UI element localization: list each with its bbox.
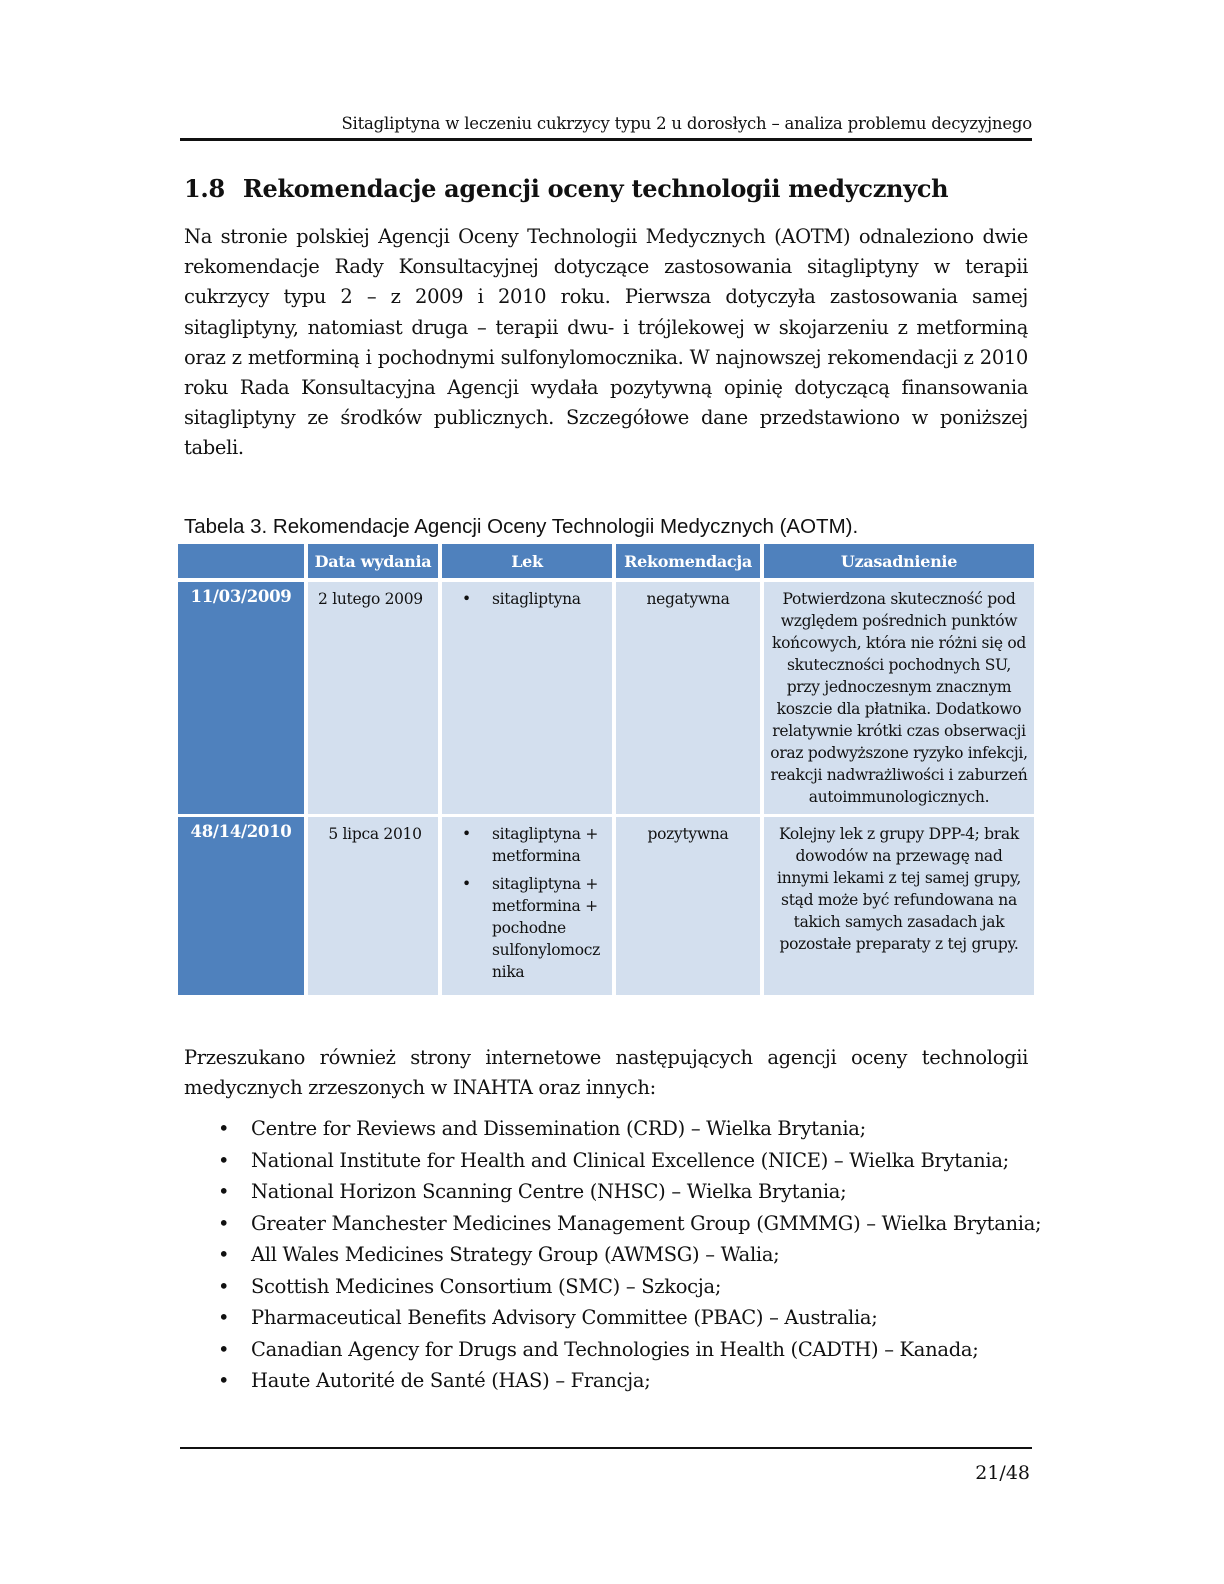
bullet-icon: • — [218, 1369, 230, 1392]
drug-list — [448, 588, 606, 610]
list-item — [218, 1239, 1038, 1271]
footer-rule — [180, 1447, 1032, 1449]
drug-name: sitagliptyna — [492, 590, 581, 608]
column-header-drug: Lek — [442, 544, 616, 582]
agency-name: National Horizon Scanning Centre (NHSC) – Wielka Brytania; — [251, 1180, 847, 1203]
agencies-intro-paragraph: Przeszukano również strony internetowe następujących agencji oceny technologii medycznych zrzeszonych w INAHTA oraz innych: — [184, 1046, 1028, 1099]
bullet-icon: • — [218, 1243, 230, 1266]
row-justification: Potwierdzona skuteczność pod względem pośrednich punktów końcowych, która nie różni się od skuteczności pochodnych SU, przy jednoczesnym znacznym koszcie dla płatnika. Dodatkowo relatywnie krótki czas obserwacji oraz podwyższone ryzyko infekcji, reakcji nadwrażliwości i zaburzeń autoimmunologicznych. — [764, 582, 1034, 817]
section-heading — [184, 174, 1034, 203]
bullet-icon: • — [218, 1211, 230, 1235]
list-item — [218, 1145, 1038, 1177]
row-drugs — [442, 582, 616, 817]
list-item — [218, 1334, 1038, 1366]
list-item — [218, 1302, 1038, 1334]
row-id: 48/14/2010 — [178, 817, 308, 998]
table-caption: Tabela 3. Rekomendacje Agencji Oceny Technologii Medycznych (AOTM). — [184, 515, 859, 538]
section-number: 1.8 — [184, 174, 225, 203]
bullet-icon: • — [218, 1148, 230, 1172]
row-recommendation: negatywna — [616, 582, 764, 817]
bullet-icon: • — [218, 1306, 230, 1329]
row-justification: Kolejny lek z grupy DPP-4; brak dowodów na przewagę nad innymi lekami z tej samej grupy, stąd może być refundowana na takich samych zasadach jak pozostałe preparaty z tej grupy. — [764, 817, 1034, 998]
list-item — [462, 588, 606, 610]
running-header: Sitagliptyna w leczeniu cukrzycy typu 2 u dorosłych – analiza problemu decyzyjnego — [341, 114, 1032, 133]
drug-list — [448, 823, 606, 983]
bullet-icon: • — [218, 1274, 230, 1298]
agency-name: National Institute for Health and Clinical Excellence (NICE) – Wielka Brytania; — [251, 1148, 1009, 1172]
page-number: 21/48 — [975, 1462, 1030, 1484]
list-item — [218, 1113, 1038, 1145]
bullet-icon: • — [218, 1180, 230, 1203]
section-title: Rekomendacje agencji oceny technologii medycznych — [242, 174, 949, 203]
column-header-justification: Uzasadnienie — [764, 544, 1034, 582]
recommendations-table — [178, 544, 1034, 998]
agencies-list — [218, 1113, 1042, 1397]
bullet-icon: • — [218, 1337, 230, 1361]
intro-paragraph: Na stronie polskiej Agencji Oceny Technologii Medycznych (AOTM) odnaleziono dwie rekomendacje Rady Konsultacyjnej dotyczące zastosowania sitagliptyny w terapii cukrzycy typu 2 – z 2009 i 2010 roku. Pierwsza dotyczyła zastosowania samej sitagliptyny, natomiast druga – terapii dwu- i trójlekowej w skojarzeniu z metforminą oraz z metforminą i pochodnymi sulfonylomocznika. W najnowszej rekomendacji z 2010 roku Rada Konsultacyjna Agencji wydała pozytywną opinię dotyczącą finansowania sitagliptyny ze środków publicznych. Szczegółowe dane przedstawiono w poniższej tabeli. — [184, 225, 1028, 460]
row-date: 5 lipca 2010 — [308, 817, 442, 998]
header-rule — [180, 138, 1032, 141]
list-item — [218, 1271, 1038, 1303]
row-drugs — [442, 817, 616, 998]
table-row — [178, 582, 1034, 817]
column-header-recommendation: Rekomendacja — [616, 544, 764, 582]
column-header-date: Data wydania — [308, 544, 442, 582]
drug-name: sitagliptyna + metformina — [492, 825, 599, 865]
agency-name: Pharmaceutical Benefits Advisory Committee (PBAC) – Australia; — [251, 1306, 878, 1329]
bullet-icon: • — [462, 590, 471, 608]
table-row — [178, 817, 1034, 998]
bullet-icon: • — [462, 875, 471, 893]
bullet-icon: • — [462, 825, 471, 843]
drug-name: sitagliptyna + metformina + pochodne sulfonylomocz nika — [492, 875, 600, 981]
table-header-row — [178, 544, 1034, 582]
agency-name: Canadian Agency for Drugs and Technologies in Health (CADTH) – Kanada; — [251, 1337, 979, 1361]
list-item — [462, 823, 606, 867]
list-item — [462, 873, 606, 983]
list-item — [218, 1176, 1038, 1208]
row-id: 11/03/2009 — [178, 582, 308, 817]
agency-name: All Wales Medicines Strategy Group (AWMSG) – Walia; — [251, 1243, 780, 1266]
bullet-icon: • — [218, 1117, 230, 1140]
agency-name: Centre for Reviews and Dissemination (CRD) – Wielka Brytania; — [251, 1117, 866, 1140]
table-corner-cell — [178, 544, 308, 582]
list-item — [218, 1208, 1042, 1240]
row-date: 2 lutego 2009 — [308, 582, 442, 817]
agency-name: Haute Autorité de Santé (HAS) – Francja; — [251, 1369, 651, 1392]
row-recommendation: pozytywna — [616, 817, 764, 998]
agency-name: Greater Manchester Medicines Management Group (GMMMG) – Wielka Brytania; — [251, 1211, 1042, 1235]
list-item — [218, 1365, 1038, 1397]
agency-name: Scottish Medicines Consortium (SMC) – Szkocja; — [251, 1274, 722, 1298]
